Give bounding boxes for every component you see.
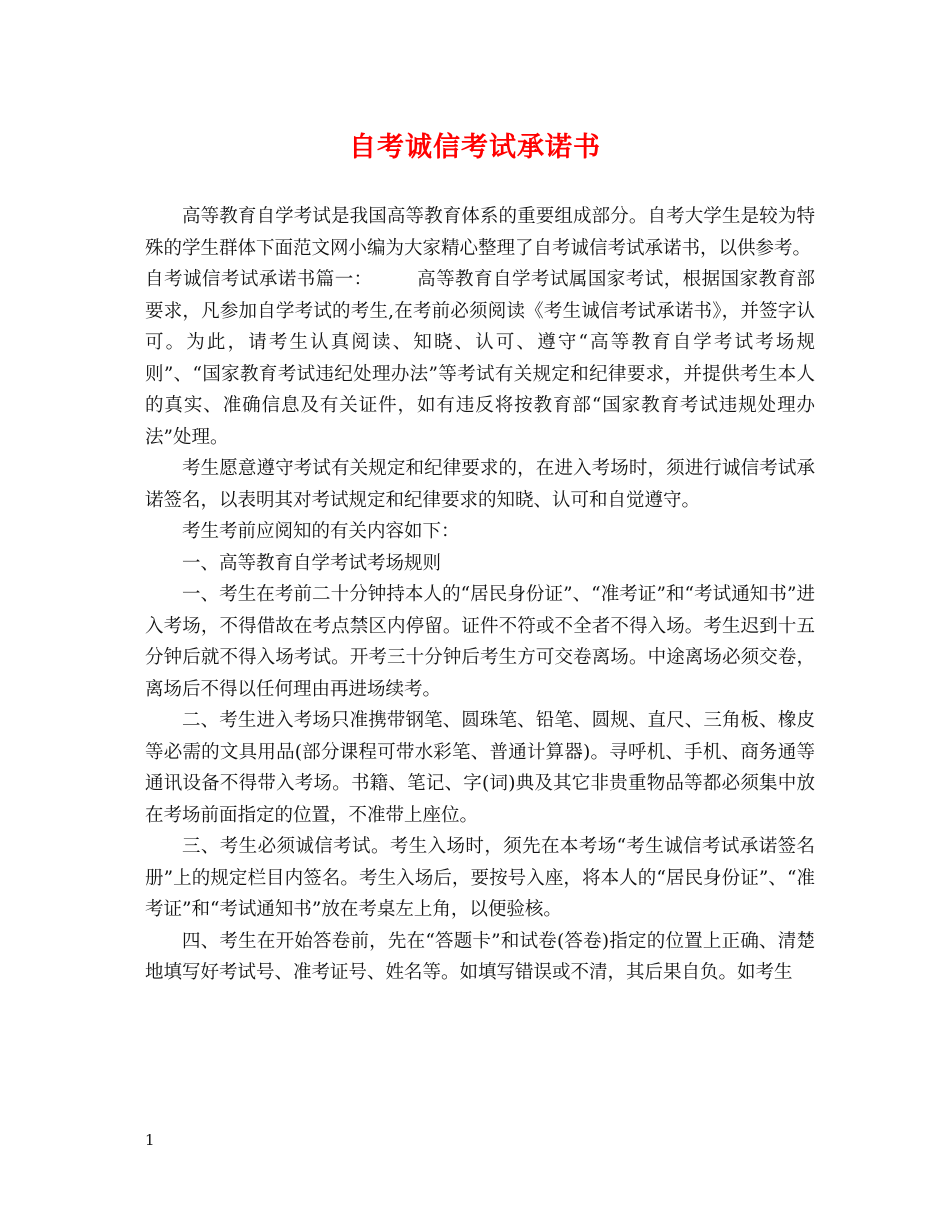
section-paragraph — [145, 264, 815, 453]
intro-text: 高等教育自学考试是我国高等教育体系的重要组成部分。自考大学生是较为特殊的学生群体下面范文网小编为大家精心整理了自考诚信考试承诺书，以供参考。 — [145, 206, 815, 259]
section-body: 高等教育自学考试属国家考试，根据国家教育部要求，凡参加自学考试的考生,在考前必须阅读《考生诚信考试承诺书》，并签字认可。为此，请考生认真阅读、知晓、认可、遵守“高等教育自学考试考场规则”、“国家教育考试违纪处理办法”等考试有关规定和纪律要求，并提供考生本人的真实、准确信息及有关证件，如有违反将按教育部“国家教育考试违规处理办法”处理。 — [145, 269, 815, 448]
rule-paragraph: 四、考生在开始答卷前，先在“答题卡”和试卷(答卷)指定的位置上正确、清楚地填写好考试号、准考证号、姓名等。如填写错误或不清，其后果自负。如考生 — [145, 930, 815, 983]
rule-paragraph: 一、考生在考前二十分钟持本人的“居民身份证”、“准考证”和“考试通知书”进入考场，不得借故在考点禁区内停留。证件不符或不全者不得入场。考生迟到十五分钟后就不得入场考试。开考三十分钟后考生方可交卷离场。中途离场必须交卷，离场后不得以任何理由再进场续考。 — [145, 584, 815, 700]
section-heading: 自考诚信考试承诺书篇一： — [145, 269, 373, 290]
page-number: 1 — [145, 1131, 155, 1149]
document-title: 自考诚信考试承诺书 — [349, 132, 601, 163]
body-paragraph: 考生愿意遵守考试有关规定和纪律要求的，在进入考场时，须进行诚信考试承诺签名，以表明其对考试规定和纪律要求的知晓、认可和自觉遵守。 — [145, 458, 815, 511]
body-paragraph: 考生考前应阅知的有关内容如下： — [182, 521, 460, 542]
rule-paragraph: 三、考生必须诚信考试。考生入场时，须先在本考场“考生诚信考试承诺签名册”上的规定栏目内签名。考生入场后，要按号入座，将本人的“居民身份证”、“准考证”和“考试通知书”放在考桌左上角，以便验核。 — [145, 836, 815, 920]
rules-heading: 一、高等教育自学考试考场规则 — [182, 552, 442, 574]
intro-paragraph — [145, 201, 815, 264]
rule-paragraph: 二、考生进入考场只准携带钢笔、圆珠笔、铅笔、圆规、直尺、三角板、橡皮等必需的文具用品(部分课程可带水彩笔、普通计算器)。寻呼机、手机、商务通等通讯设备不得带入考场。书籍、笔记、字(词)典及其它非贵重物品等都必须集中放在考场前面指定的位置，不准带上座位。 — [145, 710, 815, 826]
document-body — [145, 201, 815, 989]
